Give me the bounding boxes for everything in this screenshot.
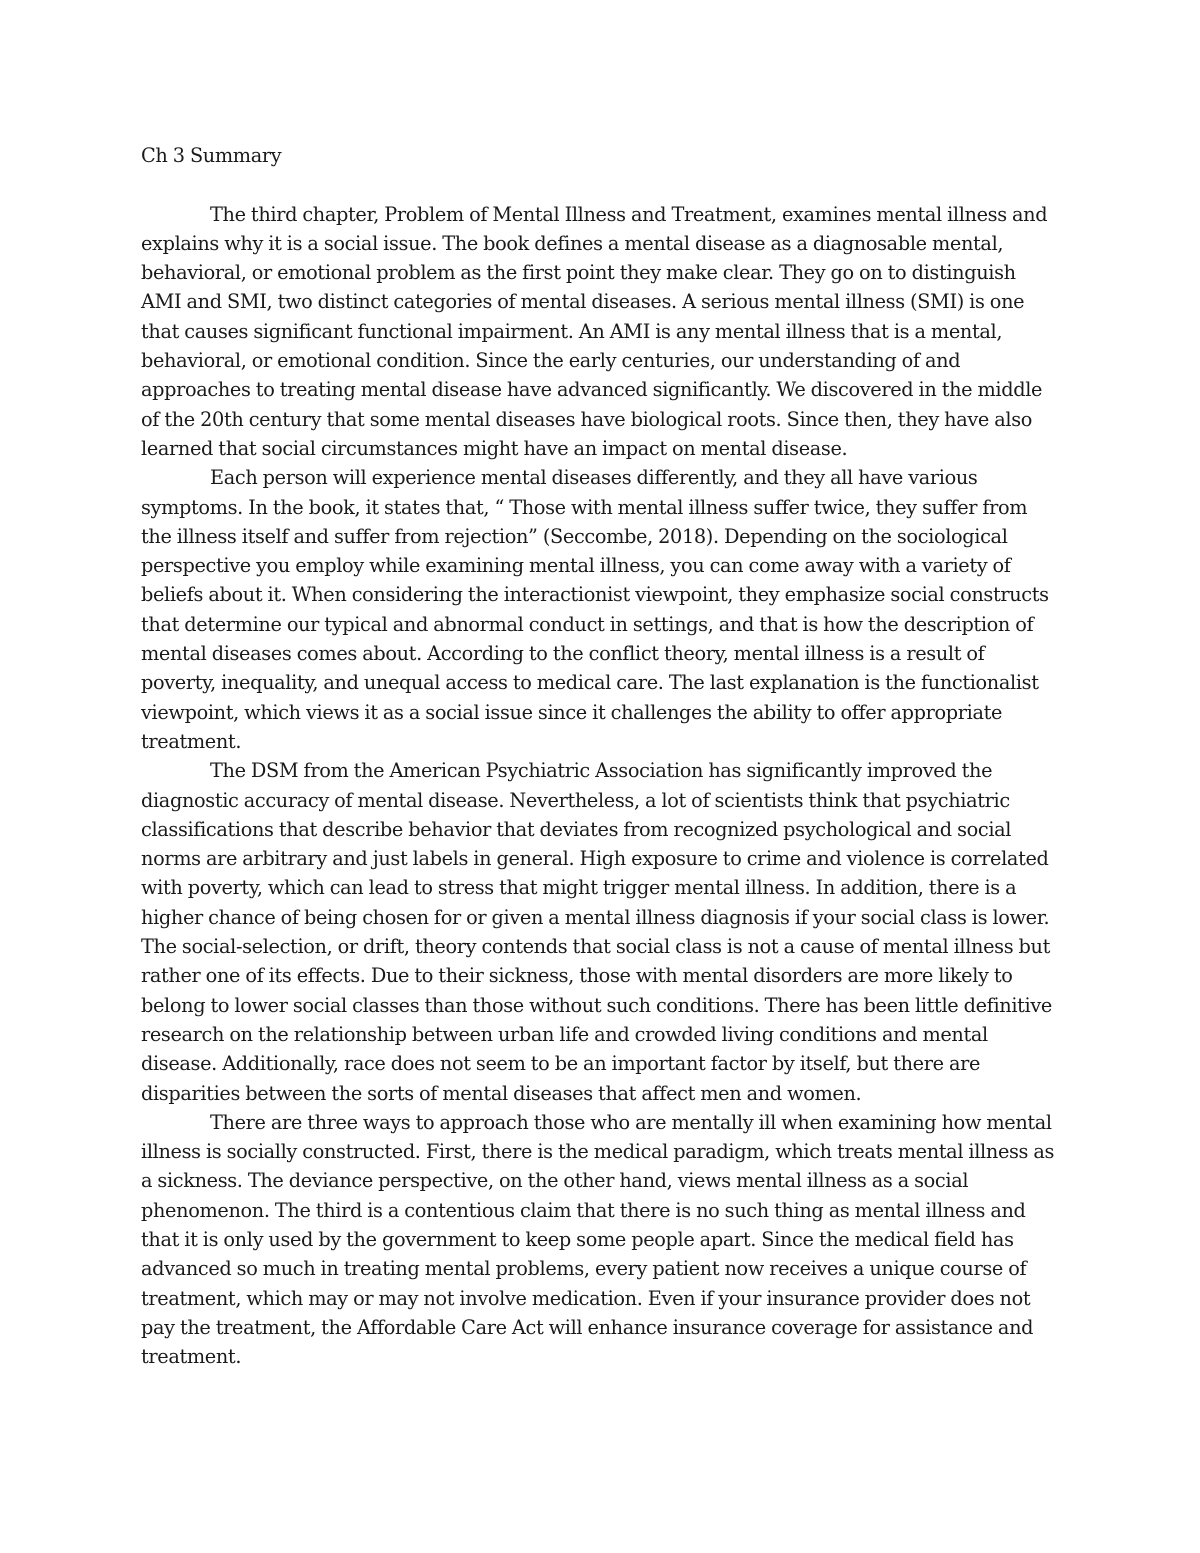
paragraph-1: The third chapter, Problem of Mental Illness and Treatment, examines mental illness and explains why it is a social issue. The book defines a mental disease as a diagnosable mental, behavioral, or emotional problem as the first point they make clear. They go on to distinguish AMI and SMI, two distinct categories of mental diseases. A serious mental illness (SMI) is one that causes significant functional impairment. An AMI is any mental illness that is a mental, behavioral, or emotional condition. Since the early centuries, our understanding of and approaches to treating mental disease have advanced significantly. We discovered in the middle of the 20th century that some mental diseases have biological roots. Since then, they have also learned that social circumstances might have an impact on mental disease. — [141, 202, 1048, 460]
paragraph-2: Each person will experience mental diseases differently, and they all have various symptoms. In the book, it states that, “ Those with mental illness suffer twice, they suffer from the illness itself and suffer from rejection” (Seccombe, 2018). Depending on the sociological perspective you employ while examining mental illness, you can come away with a variety of beliefs about it. When considering the interactionist viewpoint, they emphasize social constructs that determine our typical and abnormal conduct in settings, and that is how the description of mental diseases comes about. According to the conflict theory, mental illness is a result of poverty, inequality, and unequal access to medical care. The last explanation is the functionalist viewpoint, which views it as a social issue since it challenges the ability to offer appropriate treatment. — [141, 466, 1049, 753]
paragraph-4: There are three ways to approach those who are mentally ill when examining how mental illness is socially constructed. First, there is the medical paradigm, which treats mental illness as a sickness. The deviance perspective, on the other hand, views mental illness as a social phenomenon. The third is a contentious claim that there is no such thing as mental illness and that it is only used by the government to keep some people apart. Since the medical field has advanced so much in treating mental problems, every patient now receives a unique course of treatment, which may or may not involve medication. Even if your insurance provider does not pay the treatment, the Affordable Care Act will enhance insurance coverage for assistance and treatment. — [141, 1110, 1055, 1369]
document-body — [141, 141, 1061, 1371]
paragraph-3: The DSM from the American Psychiatric Association has significantly improved the diagnostic accuracy of mental disease. Nevertheless, a lot of scientists think that psychiatric classifications that describe behavior that deviates from recognized psychological and social norms are arbitrary and just labels in general. High exposure to crime and violence is correlated with poverty, which can lead to stress that might trigger mental illness. In addition, there is a higher chance of being chosen for or given a mental illness diagnosis if your social class is lower. The social-selection, or drift, theory contends that social class is not a cause of mental illness but rather one of its effects. Due to their sickness, those with mental disorders are more likely to belong to lower social classes than those without such conditions. There has been little definitive research on the relationship between urban life and crowded living conditions and mental disease. Additionally, race does not seem to be an important factor by itself, but there are disparities between the sorts of mental diseases that affect men and women. — [141, 759, 1052, 1105]
document-title: Ch 3 Summary — [141, 144, 282, 167]
